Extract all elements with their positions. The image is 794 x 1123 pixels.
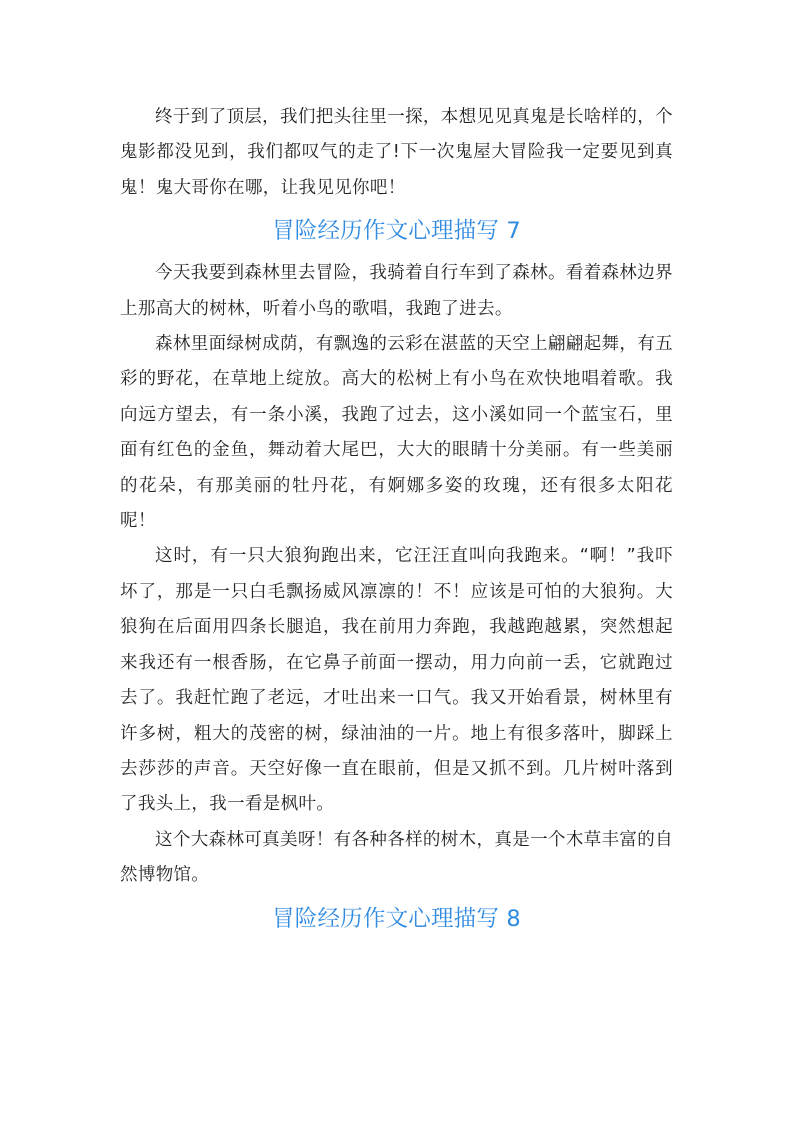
paragraph-wolfdog-chase: 这时，有一只大狼狗跑出来，它汪汪直叫向我跑来。“啊！”我吓坏了，那是一只白毛飘扬威风凛凛的！不！应该是可怕的大狼狗。大狼狗在后面用四条长腿追，我在前用力奔跑，我越跑越累，突然想起来我还有一根香肠，在它鼻子前面一摆动，用力向前一丢，它就跑过去了。我赶忙跑了老远，才吐出来一口气。我又开始看景，树林里有许多树，粗大的茂密的树，绿油油的一片。地上有很多落叶，脚踩上去莎莎的声音。天空好像一直在眼前，但是又抓不到。几片树叶落到了我头上，我一看是枫叶。 — [120, 546, 673, 815]
document-page — [120, 100, 673, 944]
section-heading-7: 冒险经历作文心理描写 7 — [272, 218, 521, 245]
section-heading-8: 冒险经历作文心理描写 8 — [272, 905, 521, 932]
paragraph-forest-scenery: 森林里面绿树成荫，有飘逸的云彩在湛蓝的天空上翩翩起舞，有五彩的野花，在草地上绽放。高大的松树上有小鸟在欢快地唱着歌。我向远方望去，有一条小溪，我跑了过去，这小溪如同一个蓝宝石，里面有红色的金鱼，舞动着大尾巴，大大的眼睛十分美丽。有一些美丽的花朵，有那美丽的牡丹花，有婀娜多姿的玫瑰，还有很多太阳花呢！ — [120, 334, 673, 532]
paragraph-forest-intro: 今天我要到森林里去冒险，我骑着自行车到了森林。看着森林边界上那高大的树林，听着小鸟的歌唱，我跑了进去。 — [120, 263, 673, 319]
paragraph-ghost-house-ending: 终于到了顶层，我们把头往里一探，本想见见真鬼是长啥样的，个鬼影都没见到，我们都叹气的走了!下一次鬼屋大冒险我一定要见到真鬼！鬼大哥你在哪，让我见见你吧！ — [120, 107, 673, 198]
paragraph-forest-conclusion: 这个大森林可真美呀！有各种各样的树木，真是一个木草丰富的自然博物馆。 — [120, 829, 673, 886]
